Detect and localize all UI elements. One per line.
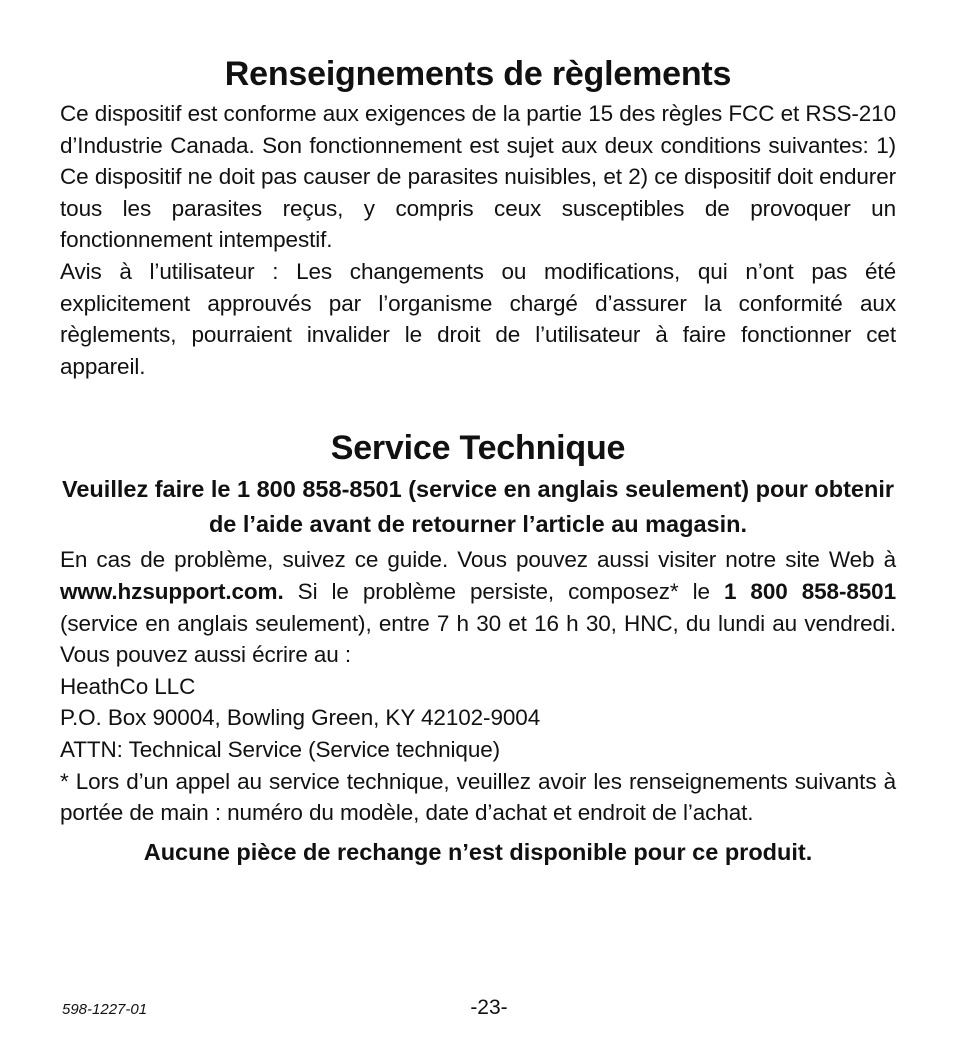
- page-content: [60, 50, 896, 871]
- service-paragraph: [60, 544, 896, 670]
- call-before-return-notice: Veuillez faire le 1 800 858-8501 (service en anglais seulement) pour obtenir de l’aide avant de retourner l’article au magasin.: [61, 476, 894, 538]
- service-text-c: (service en anglais seulement), entre 7 h 30 et 16 h 30, HNC, du lundi au vendredi. Vous pouvez aussi écrire au :: [60, 610, 896, 668]
- service-text-b: Si le problème persiste, composez* le: [283, 578, 724, 604]
- regulations-paragraph: Ce dispositif est conforme aux exigences de la partie 15 des règles FCC et RSS-210 d’Industrie Canada. Son fonctionnement est sujet aux deux conditions suivantes: 1) Ce dispositif ne doit pas causer de parasites nuisibles, et 2) ce dispositif doit endurer tous les parasites reçus, y compris ceux susceptibles de provoquer un fonctionnement intempestif.: [60, 101, 896, 253]
- address-attn: ATTN: Technical Service (Service technique): [60, 736, 501, 762]
- user-notice-paragraph: Avis à l’utilisateur : Les changements ou modifications, qui n’ont pas été explicitement approuvés par l’organisme chargé d’assurer la conformité aux règlements, pourraient invalider le droit de l’utilisateur à faire fonctionner cet appareil.: [60, 258, 896, 379]
- no-replacement-parts-notice: Aucune pièce de rechange n’est disponible pour ce produit.: [143, 838, 813, 865]
- section-title-technical-service: Service Technique: [330, 429, 626, 468]
- phone-number: 1 800 858-8501: [723, 578, 896, 604]
- address-name: HeathCo LLC: [60, 673, 196, 699]
- address-box: P.O. Box 90004, Bowling Green, KY 42102-9004: [60, 705, 541, 731]
- footnote-paragraph: * Lors d’un appel au service technique, veuillez avoir les renseignements suivants à portée de main : numéro du modèle, date d’achat et endroit de l’achat.: [60, 768, 896, 826]
- section-title-regulations: Renseignements de règlements: [224, 55, 732, 93]
- website-link[interactable]: www.hzsupport.com.: [60, 578, 284, 604]
- document-code: 598-1227-01: [62, 1001, 148, 1018]
- service-text-a: En cas de problème, suivez ce guide. Vous pouvez aussi visiter notre site Web à: [60, 547, 896, 573]
- page-number: -23-: [470, 996, 508, 1019]
